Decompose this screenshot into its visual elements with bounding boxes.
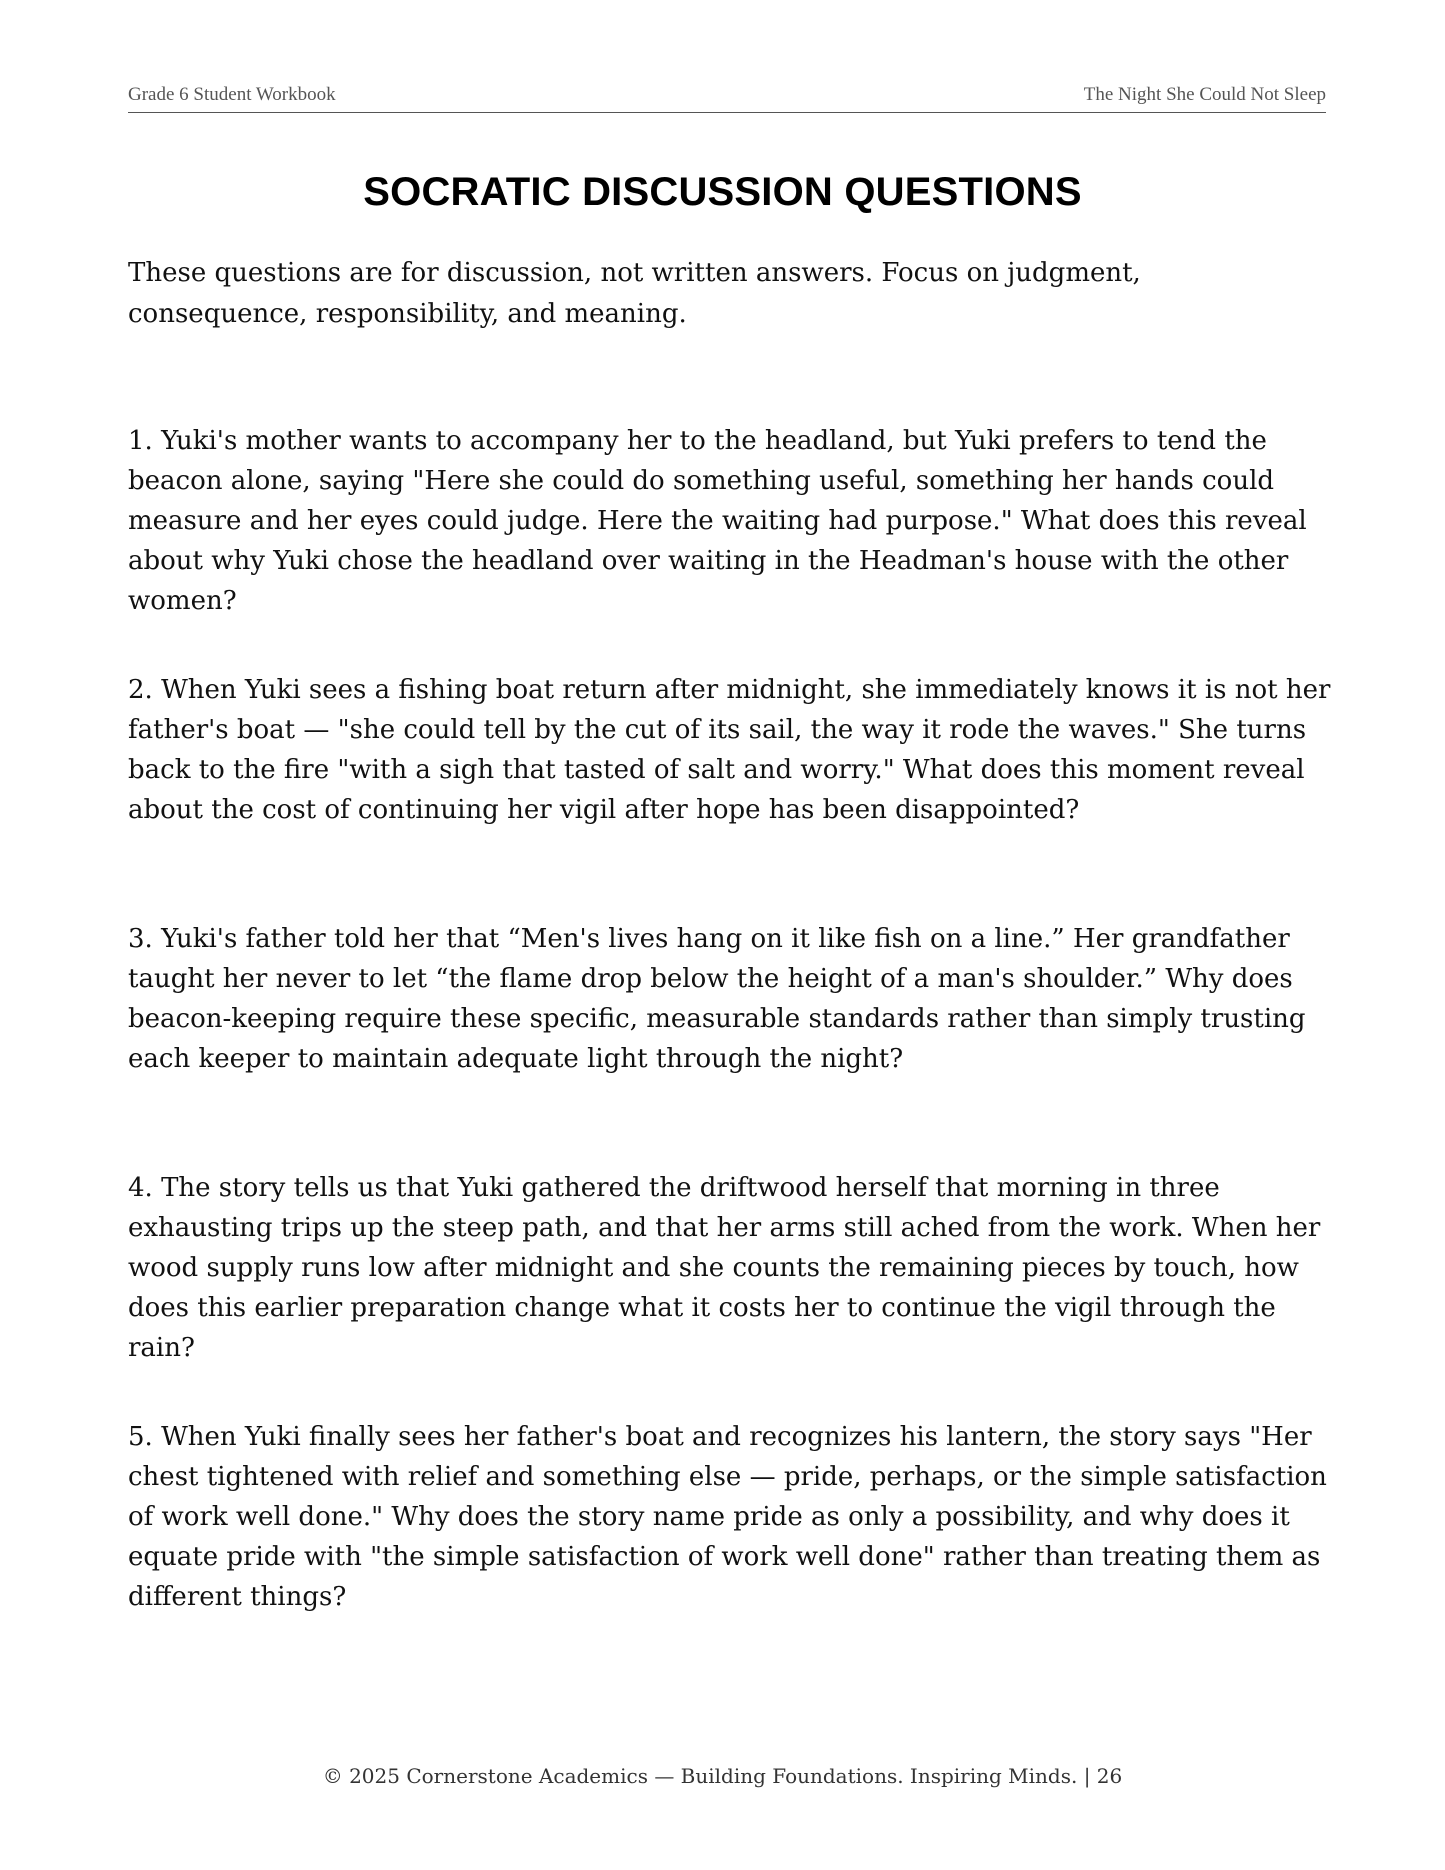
- question-1: 1. Yuki's mother wants to accompany her to the headland, but Yuki prefers to tend the beacon alone, saying "Here she could do something useful, something her hands could measure and her eyes could judge. Here the waiting had purpose." What does this reveal about why Yuki chose the headland over waiting in the Headman's house with the other women?: [128, 426, 1307, 616]
- question-4: 4. The story tells us that Yuki gathered the driftwood herself that morning in three exhausting trips up the steep path, and that her arms still ached from the work. When her wood supply runs low after midnight and she counts the remaining pieces by touch, how does this earlier preparation change what it costs her to continue the vigil through the rain?: [128, 1173, 1321, 1363]
- question-2: 2. When Yuki sees a fishing boat return after midnight, she immediately knows it is not her father's boat — "she could tell by the cut of its sail, the way it rode the waves." She turns back to the fire "with a sigh that tasted of salt and worry." What does this moment reveal about the cost of continuing her vigil after hope has been disappointed?: [128, 675, 1331, 825]
- page-title: SOCRATIC DISCUSSION QUESTIONS: [363, 170, 1082, 214]
- header-story-title: The Night She Could Not Sleep: [1083, 84, 1326, 105]
- header-workbook-label: Grade 6 Student Workbook: [128, 84, 336, 105]
- page-footer: © 2025 Cornerstone Academics — Building Foundations. Inspiring Minds. | 26: [322, 1764, 1123, 1788]
- question-5: 5. When Yuki finally sees her father's boat and recognizes his lantern, the story says "Her chest tightened with relief and something else — pride, perhaps, or the simple satisfaction of work well done." Why does the story name pride as only a possibility, and why does it equate pride with "the simple satisfaction of work well done" rather than treating them as different things?: [128, 1422, 1327, 1612]
- intro-paragraph: These questions are for discussion, not written answers. Focus on judgment, consequence, responsibility, and meaning.: [128, 258, 1141, 329]
- question-3: 3. Yuki's father told her that “Men's lives hang on it like fish on a line.” Her grandfather taught her never to let “the flame drop below the height of a man's shoulder.” Why does beacon-keeping require these specific, measurable standards rather than simply trusting each keeper to maintain adequate light through the night?: [128, 924, 1306, 1074]
- page-header: [128, 84, 1326, 113]
